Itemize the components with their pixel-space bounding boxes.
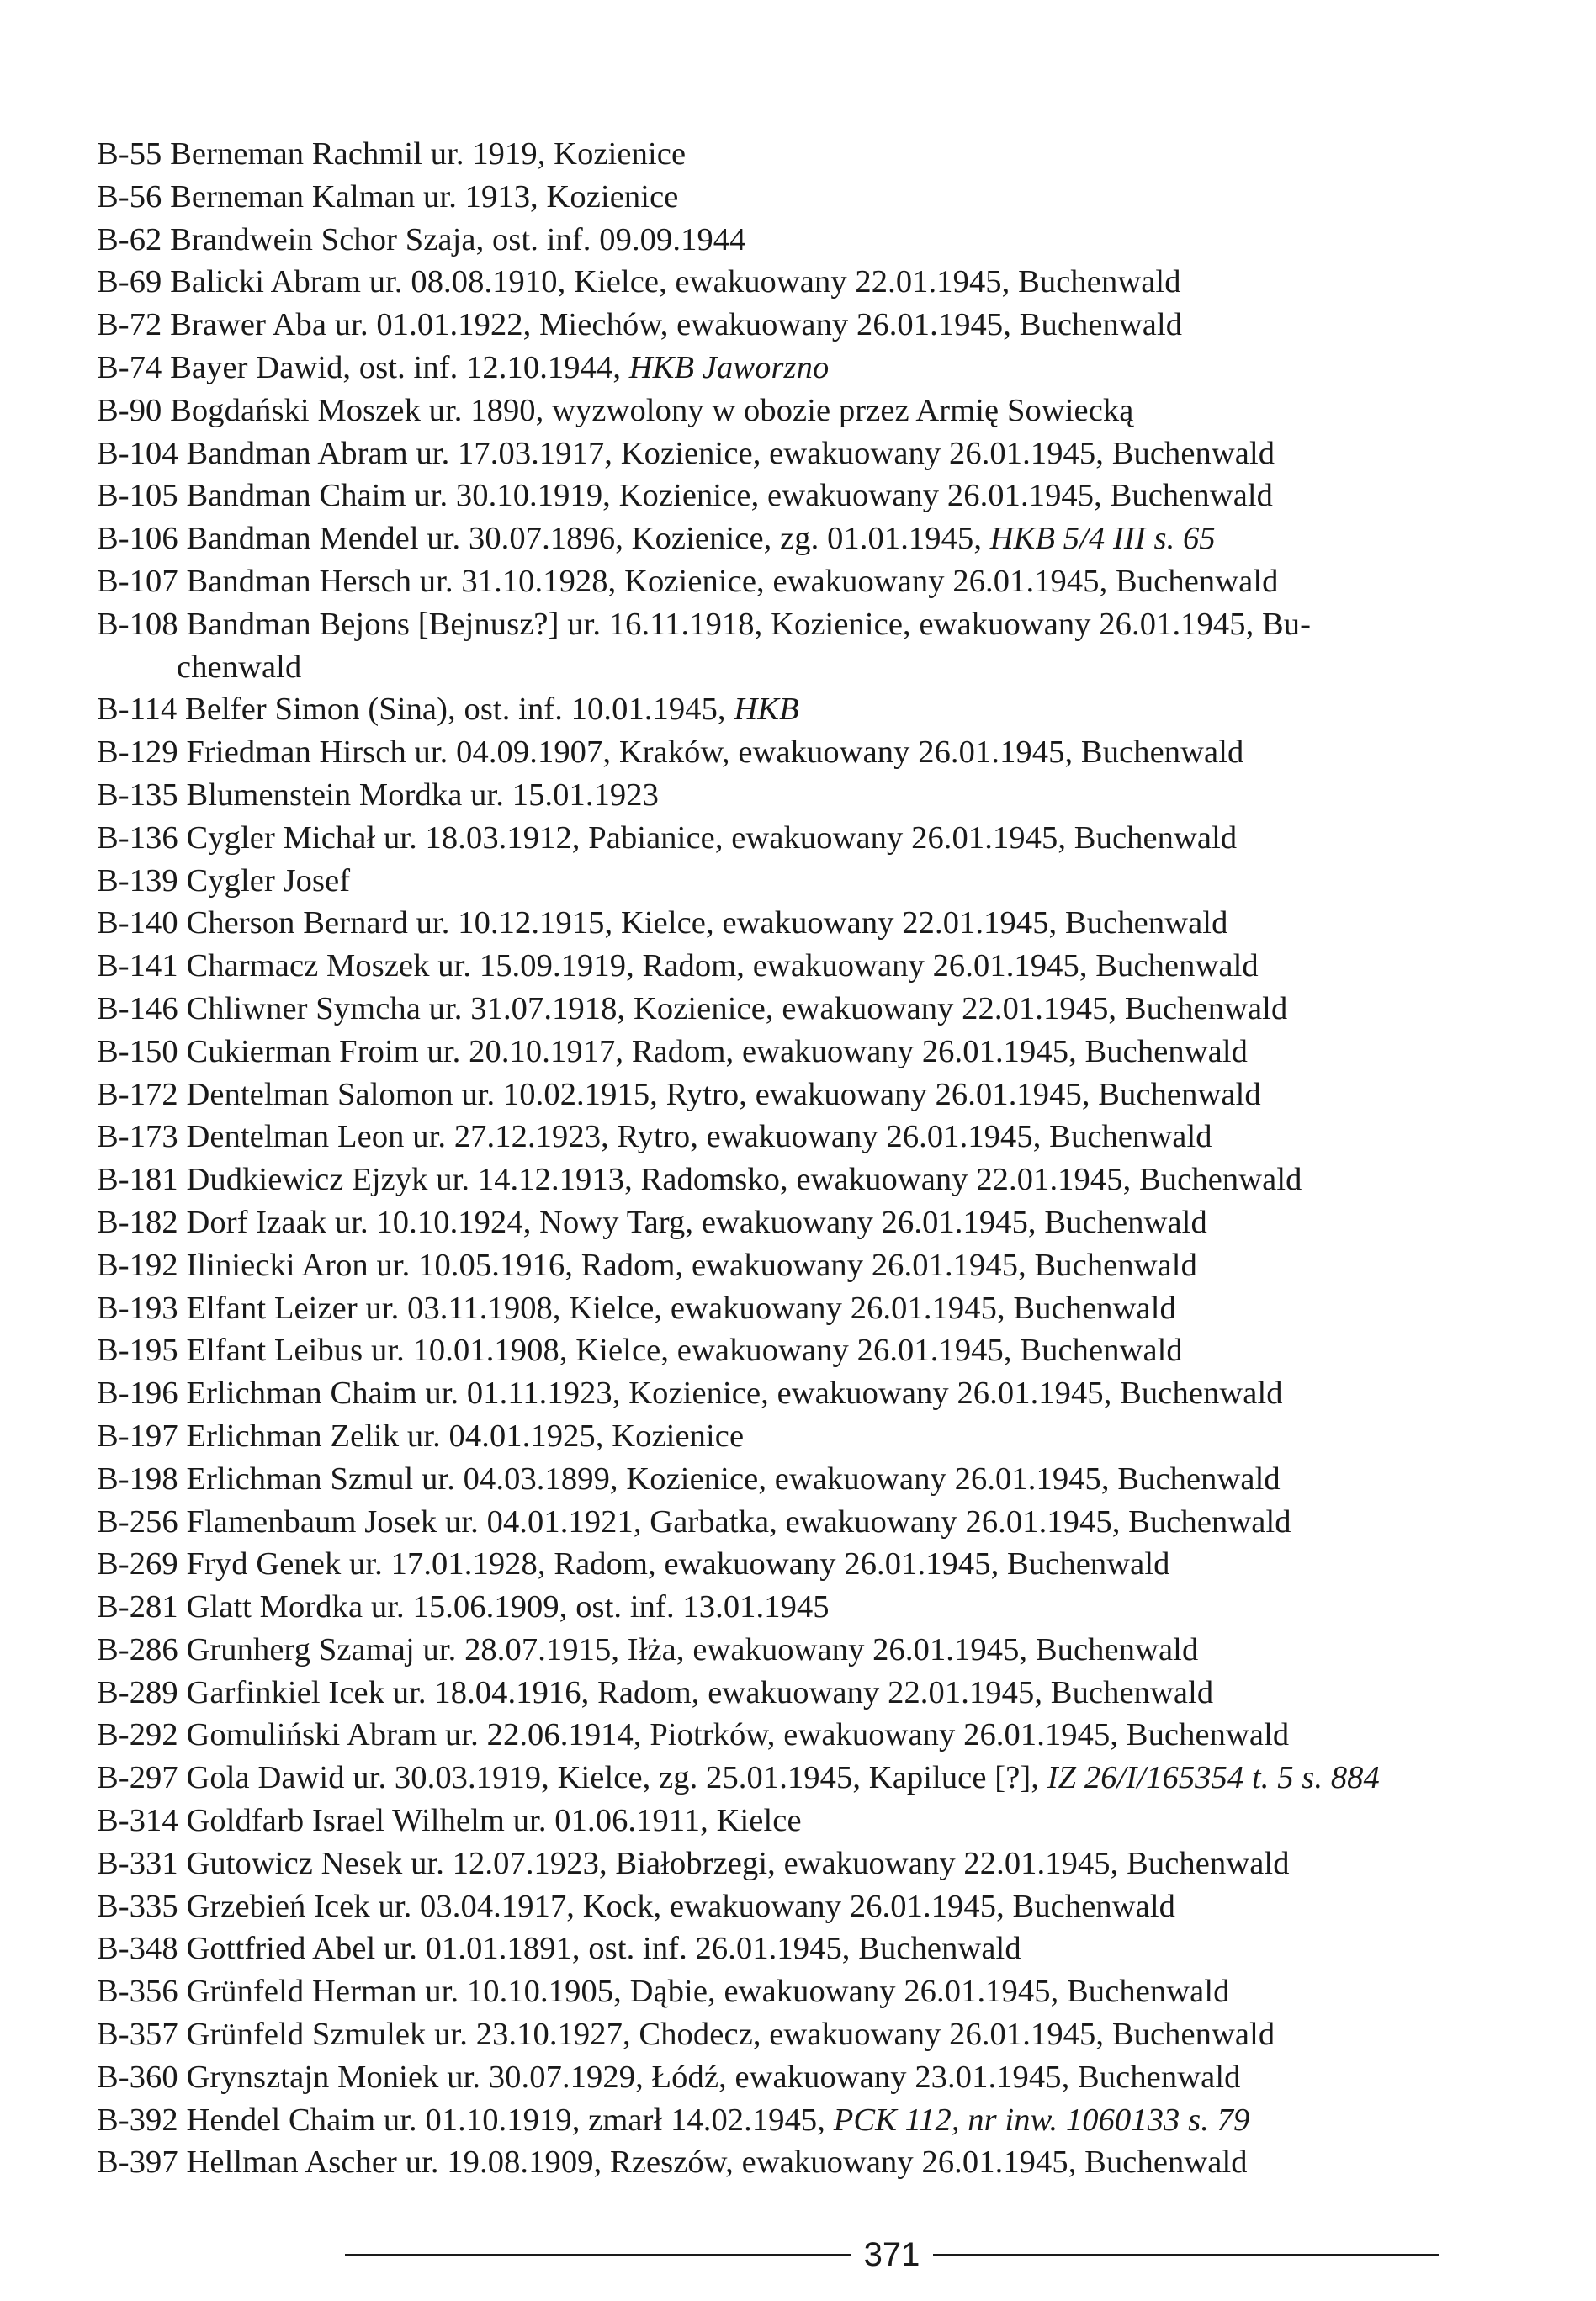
entry-text: B-141 Charmacz Moszek ur. 15.09.1919, Radom, ewakuowany 26.01.1945, Buchenwald [97,948,1259,984]
list-item [97,219,1477,262]
list-item [97,1244,1477,1287]
entry-text: B-172 Dentelman Salomon ur. 10.02.1915, Rytro, ewakuowany 26.01.1945, Buchenwald [97,1076,1261,1112]
entry-text: B-197 Erlichman Zelik ur. 04.01.1925, Kozienice [97,1418,745,1454]
entry-text: B-289 Garfinkiel Icek ur. 18.04.1916, Radom, ewakuowany 22.01.1945, Buchenwald [97,1674,1214,1710]
entry-text: B-331 Gutowicz Nesek ur. 12.07.1923, Białobrzegi, ewakuowany 22.01.1945, Buchenwald [97,1845,1290,1881]
list-item [97,731,1477,774]
entry-text: B-256 Flamenbaum Josek ur. 04.01.1921, Garbatka, ewakuowany 26.01.1945, Buchenwald [97,1503,1291,1540]
entry-text: B-62 Brandwein Schor Szaja, ost. inf. 09.09.1944 [97,221,746,257]
entry-text: B-348 Gottfried Abel ur. 01.01.1891, ost. inf. 26.01.1945, Buchenwald [97,1931,1021,1967]
list-item [97,133,1477,176]
entry-source-reference: HKB Jaworzno [628,349,830,385]
list-item [97,1458,1477,1501]
entry-text: B-269 Fryd Genek ur. 17.01.1928, Radom, ewakuowany 26.01.1945, Buchenwald [97,1546,1170,1583]
entry-text: B-281 Glatt Mordka ur. 15.06.1909, ost. inf. 13.01.1945 [97,1589,830,1625]
entry-text: B-135 Blumenstein Mordka ur. 15.01.1923 [97,777,659,813]
list-item [97,1501,1477,1544]
entry-text: B-198 Erlichman Szmul ur. 04.03.1899, Kozienice, ewakuowany 26.01.1945, Buchenwald [97,1461,1281,1497]
list-item [97,1201,1477,1244]
entry-text: B-392 Hendel Chaim ur. 01.10.1919, zmarł 14.02.1945, [97,2102,834,2138]
list-item [97,1415,1477,1458]
list-item [97,1543,1477,1586]
list-item [97,261,1477,304]
entry-text: B-107 Bandman Hersch ur. 31.10.1928, Kozienice, ewakuowany 26.01.1945, Buchenwald [97,563,1279,599]
entry-text: B-182 Dorf Izaak ur. 10.10.1924, Nowy Targ, ewakuowany 26.01.1945, Buchenwald [97,1204,1207,1240]
entry-text: B-297 Gola Dawid ur. 30.03.1919, Kielce, zg. 25.01.1945, Kapiluce [?], [97,1760,1047,1796]
list-item [97,2099,1477,2142]
list-item [97,2013,1477,2056]
list-item [97,1800,1477,1842]
entry-text: B-69 Balicki Abram ur. 08.08.1910, Kielce, ewakuowany 22.01.1945, Buchenwald [97,264,1181,300]
entry-text: B-357 Grünfeld Szmulek ur. 23.10.1927, Chodecz, ewakuowany 26.01.1945, Buchenwald [97,2017,1275,2053]
list-item [97,2141,1477,2184]
list-item [97,1842,1477,1885]
entry-text: B-74 Bayer Dawid, ost. inf. 12.10.1944, [97,349,629,385]
list-item [97,304,1477,347]
list-item [97,945,1477,988]
list-item [97,1287,1477,1330]
list-item [97,1714,1477,1757]
page-footer [345,2229,1439,2280]
list-item [97,176,1477,219]
entry-text: B-90 Bogdański Moszek ur. 1890, wyzwolony w obozie przez Armię Sowiecką [97,392,1134,428]
list-item [97,560,1477,603]
entry-text: B-72 Brawer Aba ur. 01.01.1922, Miechów, ewakuowany 26.01.1945, Buchenwald [97,307,1183,343]
list-item [97,475,1477,517]
footer-rule-left [345,2254,851,2256]
entry-text: B-292 Gomuliński Abram ur. 22.06.1914, Piotrków, ewakuowany 26.01.1945, Buchenwald [97,1717,1290,1753]
list-item [97,688,1477,731]
entry-text: B-397 Hellman Ascher ur. 19.08.1909, Rzeszów, ewakuowany 26.01.1945, Buchenwald [97,2145,1248,2181]
entry-text: B-108 Bandman Bejons [Bejnusz?] ur. 16.11.1918, Kozienice, ewakuowany 26.01.1945, Bu- [97,606,1312,642]
list-item [97,1372,1477,1415]
entry-text: B-106 Bandman Mendel ur. 30.07.1896, Kozienice, zg. 01.01.1945, [97,521,990,557]
list-item [97,1116,1477,1158]
entry-text: B-56 Berneman Kalman ur. 1913, Kozienice [97,178,679,215]
list-item [97,817,1477,860]
entry-source-reference: PCK 112, nr inw. 1060133 s. 79 [833,2102,1250,2138]
entry-text: B-360 Grynsztajn Moniek ur. 30.07.1929, Łódź, ewakuowany 23.01.1945, Buchenwald [97,2059,1241,2095]
list-item [97,774,1477,817]
entry-text: B-129 Friedman Hirsch ur. 04.09.1907, Kraków, ewakuowany 26.01.1945, Buchenwald [97,734,1244,771]
entry-text: B-150 Cukierman Froim ur. 20.10.1917, Radom, ewakuowany 26.01.1945, Buchenwald [97,1033,1248,1069]
entry-source-reference: HKB 5/4 III s. 65 [989,521,1216,557]
list-item [97,988,1477,1031]
list-item [97,1586,1477,1629]
entry-source-reference: HKB [734,692,799,728]
entry-text: B-193 Elfant Leizer ur. 03.11.1908, Kielce, ewakuowany 26.01.1945, Buchenwald [97,1290,1176,1326]
entry-text: B-195 Elfant Leibus ur. 10.01.1908, Kielce, ewakuowany 26.01.1945, Buchenwald [97,1333,1183,1369]
list-item [97,902,1477,945]
entry-text: B-104 Bandman Abram ur. 17.03.1917, Kozienice, ewakuowany 26.01.1945, Buchenwald [97,435,1275,471]
list-item [97,1074,1477,1116]
entry-text: B-356 Grünfeld Herman ur. 10.10.1905, Dąbie, ewakuowany 26.01.1945, Buchenwald [97,1974,1230,2010]
list-item [97,1158,1477,1201]
list-item [97,1885,1477,1928]
prisoner-list [97,133,1477,2184]
entry-text: B-196 Erlichman Chaim ur. 01.11.1923, Kozienice, ewakuowany 26.01.1945, Buchenwald [97,1376,1283,1412]
entry-text: B-181 Dudkiewicz Ejzyk ur. 14.12.1913, Radomsko, ewakuowany 22.01.1945, Buchenwald [97,1162,1302,1198]
list-item [97,347,1477,390]
list-item [97,2056,1477,2099]
list-item [97,1629,1477,1672]
list-item [97,603,1477,689]
list-item [97,1927,1477,1970]
list-item [97,860,1477,903]
entry-text: B-55 Berneman Rachmil ur. 1919, Kozienice [97,136,687,172]
list-item [97,432,1477,475]
entry-text: B-314 Goldfarb Israel Wilhelm ur. 01.06.1911, Kielce [97,1803,802,1839]
entry-source-reference: IZ 26/I/165354 t. 5 s. 884 [1047,1760,1380,1796]
list-item [97,1757,1477,1800]
entry-text: B-105 Bandman Chaim ur. 30.10.1919, Kozienice, ewakuowany 26.01.1945, Buchenwald [97,478,1274,514]
entry-text: B-286 Grunherg Szamaj ur. 28.07.1915, Iłża, ewakuowany 26.01.1945, Buchenwald [97,1631,1199,1667]
list-item [97,1329,1477,1372]
list-item [97,390,1477,432]
entry-text: B-192 Iliniecki Aron ur. 10.05.1916, Radom, ewakuowany 26.01.1945, Buchenwald [97,1247,1197,1283]
entry-text: B-335 Grzebień Icek ur. 03.04.1917, Kock, ewakuowany 26.01.1945, Buchenwald [97,1888,1175,1924]
entry-text: B-173 Dentelman Leon ur. 27.12.1923, Rytro, ewakuowany 26.01.1945, Buchenwald [97,1119,1212,1155]
list-item [97,1031,1477,1074]
page-number: 371 [863,2235,920,2273]
entry-continuation: chenwald [177,649,302,685]
entry-text: B-140 Cherson Bernard ur. 10.12.1915, Kielce, ewakuowany 22.01.1945, Buchenwald [97,905,1228,941]
entry-text: B-114 Belfer Simon (Sina), ost. inf. 10.01.1945, [97,692,734,728]
list-item [97,1672,1477,1715]
footer-rule-right [933,2254,1439,2256]
entry-text: B-139 Cygler Josef [97,862,351,899]
entry-text: B-146 Chliwner Symcha ur. 31.07.1918, Kozienice, ewakuowany 22.01.1945, Buchenwald [97,990,1288,1026]
list-item [97,517,1477,560]
list-item [97,1970,1477,2013]
entry-text: B-136 Cygler Michał ur. 18.03.1912, Pabianice, ewakuowany 26.01.1945, Buchenwald [97,819,1238,856]
